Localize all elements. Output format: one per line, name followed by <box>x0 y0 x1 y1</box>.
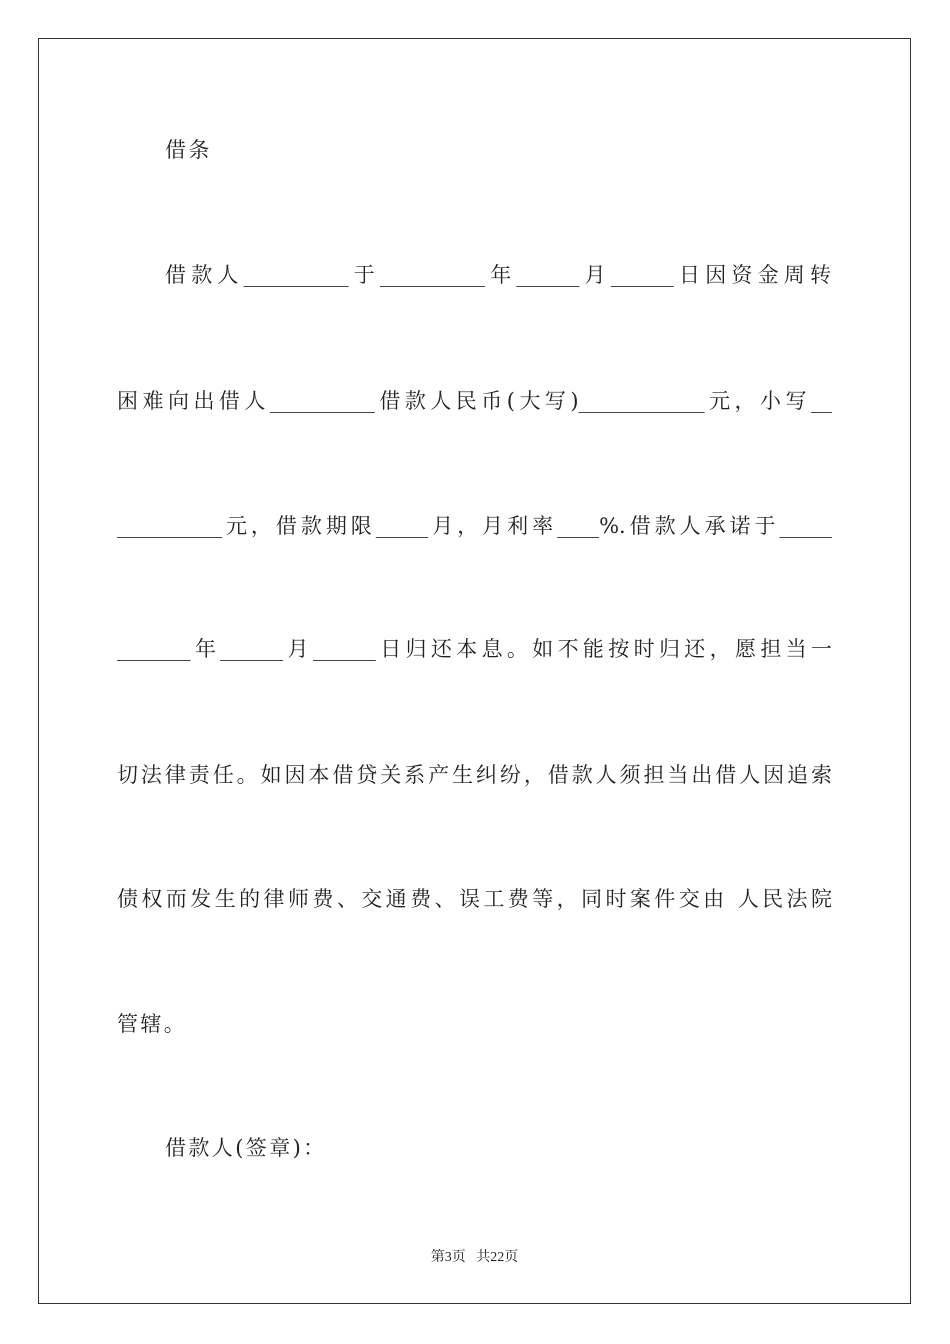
body-line-7: 管辖。 <box>117 1012 188 1036</box>
body-line-4: _______年______月______日归还本息。如不能按时归还，愿担当一 <box>117 637 832 661</box>
page-footer: 第3页 共22页 <box>430 1250 519 1265</box>
document-page <box>38 38 911 1304</box>
signature-label: 借款人(签章)： <box>165 1136 327 1160</box>
body-line-6: 债权而发生的律师费、交通费、误工费等，同时案件交由 人民法院 <box>117 887 832 911</box>
body-line-5: 切法律责任。如因本借贷关系产生纠纷，借款人须担当出借人因追索 <box>117 763 832 787</box>
document-title: 借条 <box>165 138 212 162</box>
body-line-3: __________元，借款期限_____月，月利率____%.借款人承诺于_____ <box>117 514 832 538</box>
body-line-2: 困难向出借人__________借款人民币(大写)____________元，小写__ <box>117 389 832 413</box>
body-line-1: 借款人__________于__________年______月______日因资金周转 <box>165 263 831 287</box>
